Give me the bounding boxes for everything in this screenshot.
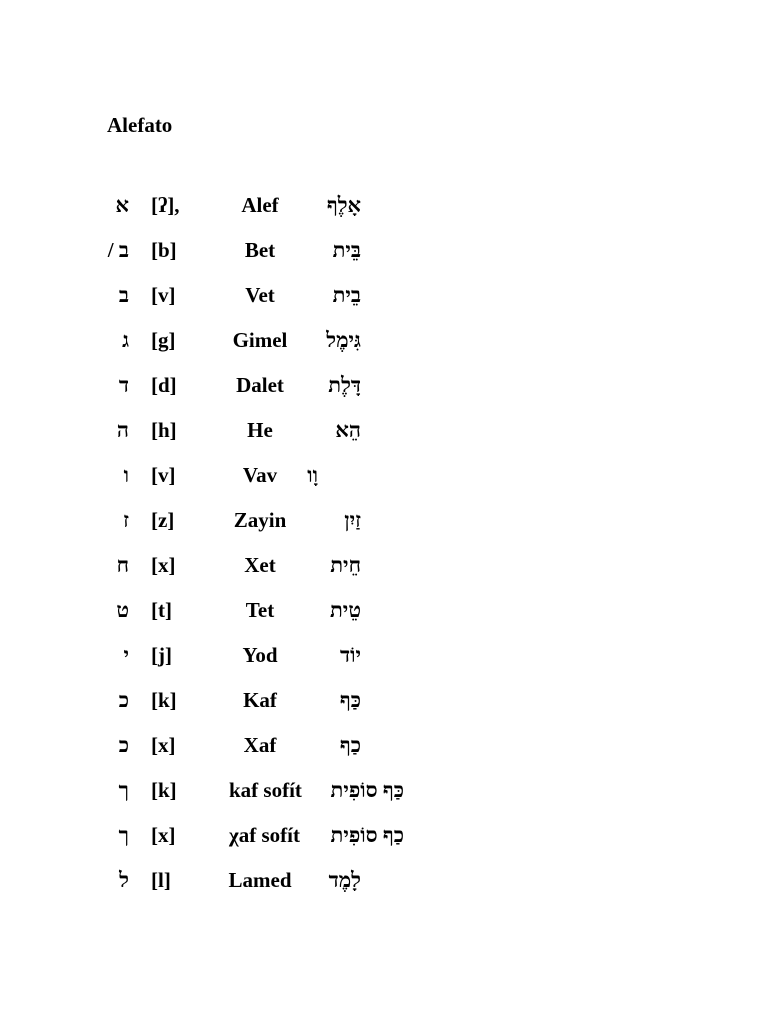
hebrew-spelling: חֵית	[330, 553, 361, 577]
letter-name: Vav	[242, 463, 278, 487]
alphabet-table	[0, 192, 768, 912]
hebrew-spelling: גִּימֶל	[326, 328, 361, 352]
hebrew-spelling: בֵּית	[332, 238, 361, 262]
alphabet-row	[0, 777, 768, 822]
alphabet-row	[0, 507, 768, 552]
ipa-sound: [b]	[151, 238, 177, 262]
hebrew-letter: כ	[118, 733, 129, 757]
hebrew-spelling: כַּף	[339, 688, 361, 712]
hebrew-letter: ל	[119, 868, 129, 892]
alphabet-row	[0, 642, 768, 687]
hebrew-letter: ב /	[107, 238, 129, 262]
letter-name: Dalet	[236, 373, 284, 397]
hebrew-spelling: אָלֶף	[326, 193, 361, 217]
ipa-sound: [l]	[151, 868, 171, 892]
letter-name: Tet	[245, 598, 275, 622]
ipa-sound: [t]	[151, 598, 172, 622]
ipa-sound: [h]	[151, 418, 177, 442]
alphabet-row	[0, 552, 768, 597]
letter-name: Bet	[244, 238, 276, 262]
alphabet-row	[0, 687, 768, 732]
hebrew-letter: כ	[118, 688, 129, 712]
ipa-sound: [d]	[151, 373, 177, 397]
letter-name: χaf sofít	[229, 823, 300, 847]
letter-name: Zayin	[233, 508, 287, 532]
letter-name: Xet	[244, 553, 276, 577]
ipa-sound: [v]	[151, 283, 176, 307]
hebrew-letter: ז	[123, 508, 129, 532]
letter-name: Alef	[241, 193, 279, 217]
alphabet-row	[0, 822, 768, 867]
ipa-sound: [z]	[151, 508, 175, 532]
hebrew-letter: ה	[116, 418, 129, 442]
letter-name: Xaf	[243, 733, 277, 757]
hebrew-letter: ט	[116, 598, 129, 622]
alphabet-row	[0, 732, 768, 777]
ipa-sound: [v]	[151, 463, 176, 487]
ipa-sound: [x]	[151, 823, 176, 847]
hebrew-spelling: הֵא	[335, 418, 361, 442]
hebrew-spelling: טֵית	[330, 598, 361, 622]
letter-name: Gimel	[232, 328, 288, 352]
ipa-sound: [x]	[151, 553, 176, 577]
hebrew-spelling: כַף סוֹפִית	[330, 823, 404, 847]
letter-name: Kaf	[243, 688, 277, 712]
ipa-sound: [x]	[151, 733, 176, 757]
hebrew-letter: ו	[123, 463, 129, 487]
alphabet-row	[0, 327, 768, 372]
ipa-sound: [j]	[151, 643, 172, 667]
hebrew-spelling: יוֹד	[340, 643, 361, 667]
hebrew-letter: ך	[118, 778, 129, 802]
hebrew-letter: ג	[122, 328, 129, 352]
hebrew-letter: י	[123, 643, 129, 667]
ipa-sound: [k]	[151, 688, 177, 712]
alphabet-row	[0, 462, 768, 507]
hebrew-spelling: בֵית	[332, 283, 361, 307]
alphabet-row	[0, 282, 768, 327]
hebrew-letter: ד	[118, 373, 129, 397]
hebrew-spelling: כַּף סוֹפִית	[330, 778, 404, 802]
hebrew-spelling: לָמֶד	[328, 868, 361, 892]
hebrew-spelling: זַיִן	[344, 508, 361, 532]
alphabet-row	[0, 597, 768, 642]
ipa-sound: [k]	[151, 778, 177, 802]
alphabet-row	[0, 192, 768, 237]
letter-name: Lamed	[228, 868, 292, 892]
hebrew-spelling: דָּלֶת	[328, 373, 361, 397]
hebrew-letter: ח	[116, 553, 129, 577]
ipa-sound: [ʔ],	[151, 193, 180, 217]
alphabet-row	[0, 417, 768, 462]
hebrew-letter: א	[115, 193, 129, 217]
hebrew-letter: ך	[118, 823, 129, 847]
document-title: Alefato	[107, 113, 173, 137]
hebrew-spelling: כַף	[339, 733, 361, 757]
letter-name: He	[247, 418, 273, 442]
ipa-sound: [g]	[151, 328, 176, 352]
letter-name: Yod	[242, 643, 278, 667]
alphabet-row	[0, 867, 768, 912]
hebrew-spelling: וָו	[307, 463, 318, 487]
alphabet-row	[0, 372, 768, 417]
alphabet-row	[0, 237, 768, 282]
hebrew-letter: ב	[118, 283, 129, 307]
letter-name: Vet	[245, 283, 275, 307]
letter-name: kaf sofít	[229, 778, 302, 802]
